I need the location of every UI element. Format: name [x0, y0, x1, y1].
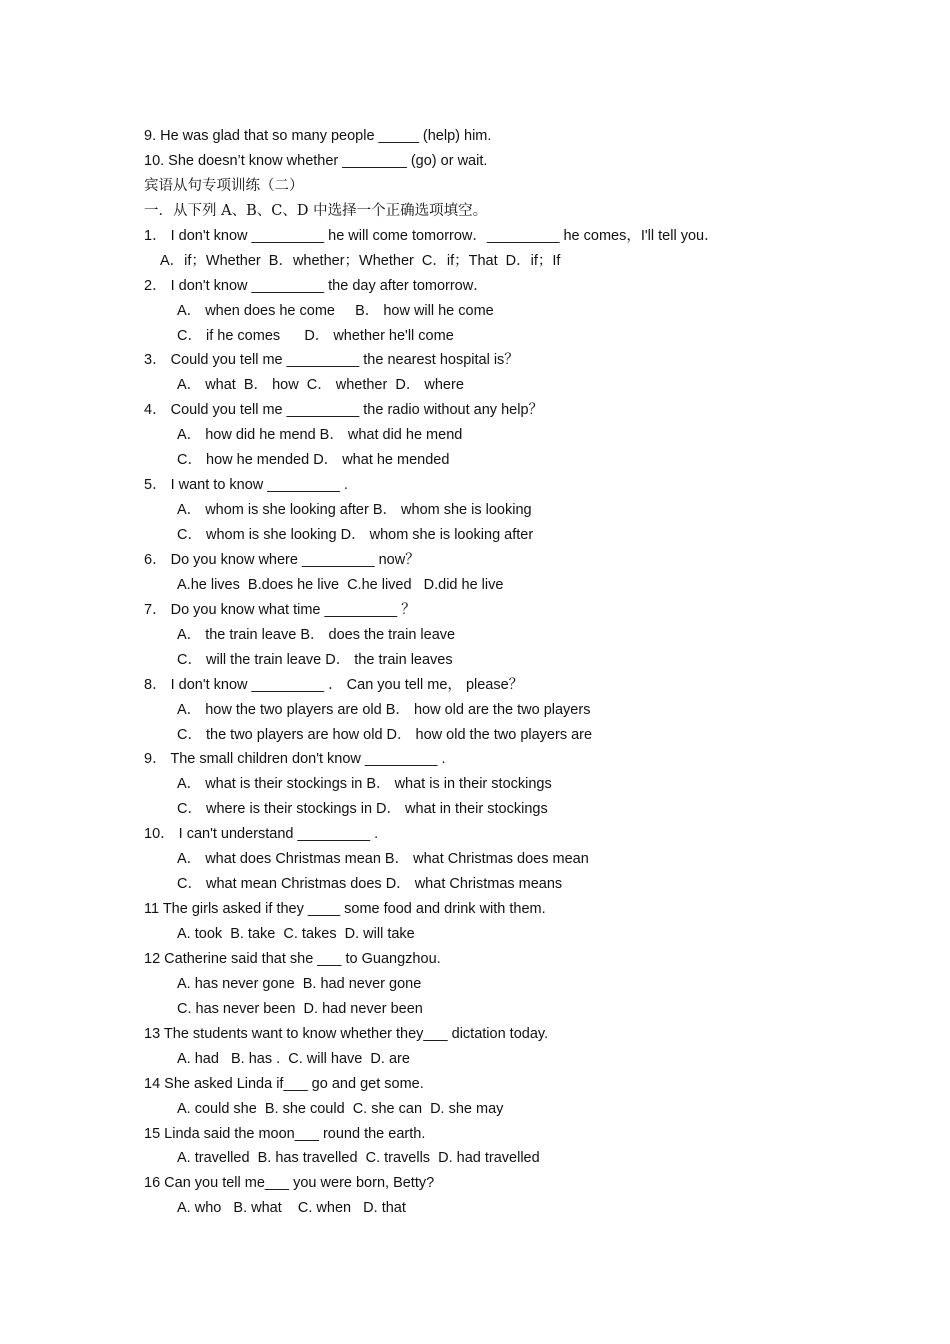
answer-options: C． how he mended D． what he mended: [177, 452, 450, 469]
question-line: 5． I want to know _________ .: [144, 477, 348, 494]
answer-options: C． if he comes D． whether he'll come: [177, 327, 454, 344]
question-line: 11 The girls asked if they ____ some food and drink with them.: [144, 901, 546, 918]
answer-options: C． will the train leave D． the train leaves: [177, 651, 453, 668]
document-page: [144, 124, 784, 1221]
question-line: 9． The small children don't know _________ .: [144, 751, 446, 768]
answer-options: A． what does Christmas mean B． what Christmas does mean: [177, 851, 589, 868]
question-line: 15 Linda said the moon___ round the earth.: [144, 1125, 426, 1142]
answer-options: A． how did he mend B． what did he mend: [177, 427, 463, 444]
answer-options: C． the two players are how old D． how old the two players are: [177, 726, 593, 743]
answer-options: A. could she B. she could C. she can D. she may: [177, 1100, 504, 1117]
question-line: 13 The students want to know whether they___ dictation today.: [144, 1025, 549, 1042]
answer-options: A．if；Whether B．whether；Whether C．if；That D．if；If: [160, 252, 561, 269]
answer-options: A． whom is she looking after B． whom she is looking: [177, 502, 532, 519]
answer-options: C． where is their stockings in D． what in their stockings: [177, 801, 548, 818]
question-line: 4． Could you tell me _________ the radio without any help？: [144, 402, 544, 419]
answer-options: A． what B． how C． whether D． where: [177, 377, 464, 394]
answer-options: A.he lives B.does he live C.he lived D.did he live: [177, 576, 504, 593]
question-line: 10. She doesn’t know whether ________ (go) or wait.: [144, 152, 488, 169]
question-line: 10． I can't understand _________ .: [144, 826, 379, 843]
answer-options: C． what mean Christmas does D． what Christmas means: [177, 876, 563, 893]
question-line: 1． I don't know _________ he will come tomorrow．_________ he comes，I'll tell you．: [144, 227, 719, 244]
answer-options: A． how the two players are old B． how old are the two players: [177, 701, 591, 718]
answer-options: A. who B. what C. when D. that: [177, 1200, 406, 1217]
answer-options: A. travelled B. has travelled C. travells D. had travelled: [177, 1150, 540, 1167]
answer-options: A. had B. has . C. will have D. are: [177, 1050, 410, 1067]
question-line: 6． Do you know where _________ now？: [144, 551, 420, 568]
answer-options: C. has never been D. had never been: [177, 1000, 423, 1017]
answer-options: A. has never gone B. had never gone: [177, 975, 422, 992]
question-line: 3． Could you tell me _________ the nearest hospital is？: [144, 352, 519, 369]
section-heading: 宾语从句专项训练（二）: [144, 177, 304, 194]
question-line: 12 Catherine said that she ___ to Guangzhou.: [144, 950, 441, 967]
question-line: 8． I don't know _________ ． Can you tell me， please？: [144, 676, 524, 693]
answer-options: A． when does he come B． how will he come: [177, 302, 494, 319]
question-line: 16 Can you tell me___ you were born, Betty?: [144, 1175, 435, 1192]
section-heading: 一．从下列 A、B、C、D 中选择一个正确选项填空。: [144, 202, 488, 219]
answer-options: A． the train leave B． does the train leave: [177, 626, 456, 643]
question-line: 9. He was glad that so many people _____ (help) him.: [144, 128, 492, 144]
question-line: 2． I don't know _________ the day after tomorrow．: [144, 277, 488, 294]
question-line: 14 She asked Linda if___ go and get some.: [144, 1075, 424, 1092]
question-line: 7． Do you know what time _________ ？: [144, 601, 416, 618]
answer-options: C． whom is she looking D． whom she is looking after: [177, 527, 534, 543]
answer-options: A． what is their stockings in B． what is in their stockings: [177, 776, 552, 793]
answer-options: A. took B. take C. takes D. will take: [177, 926, 415, 942]
